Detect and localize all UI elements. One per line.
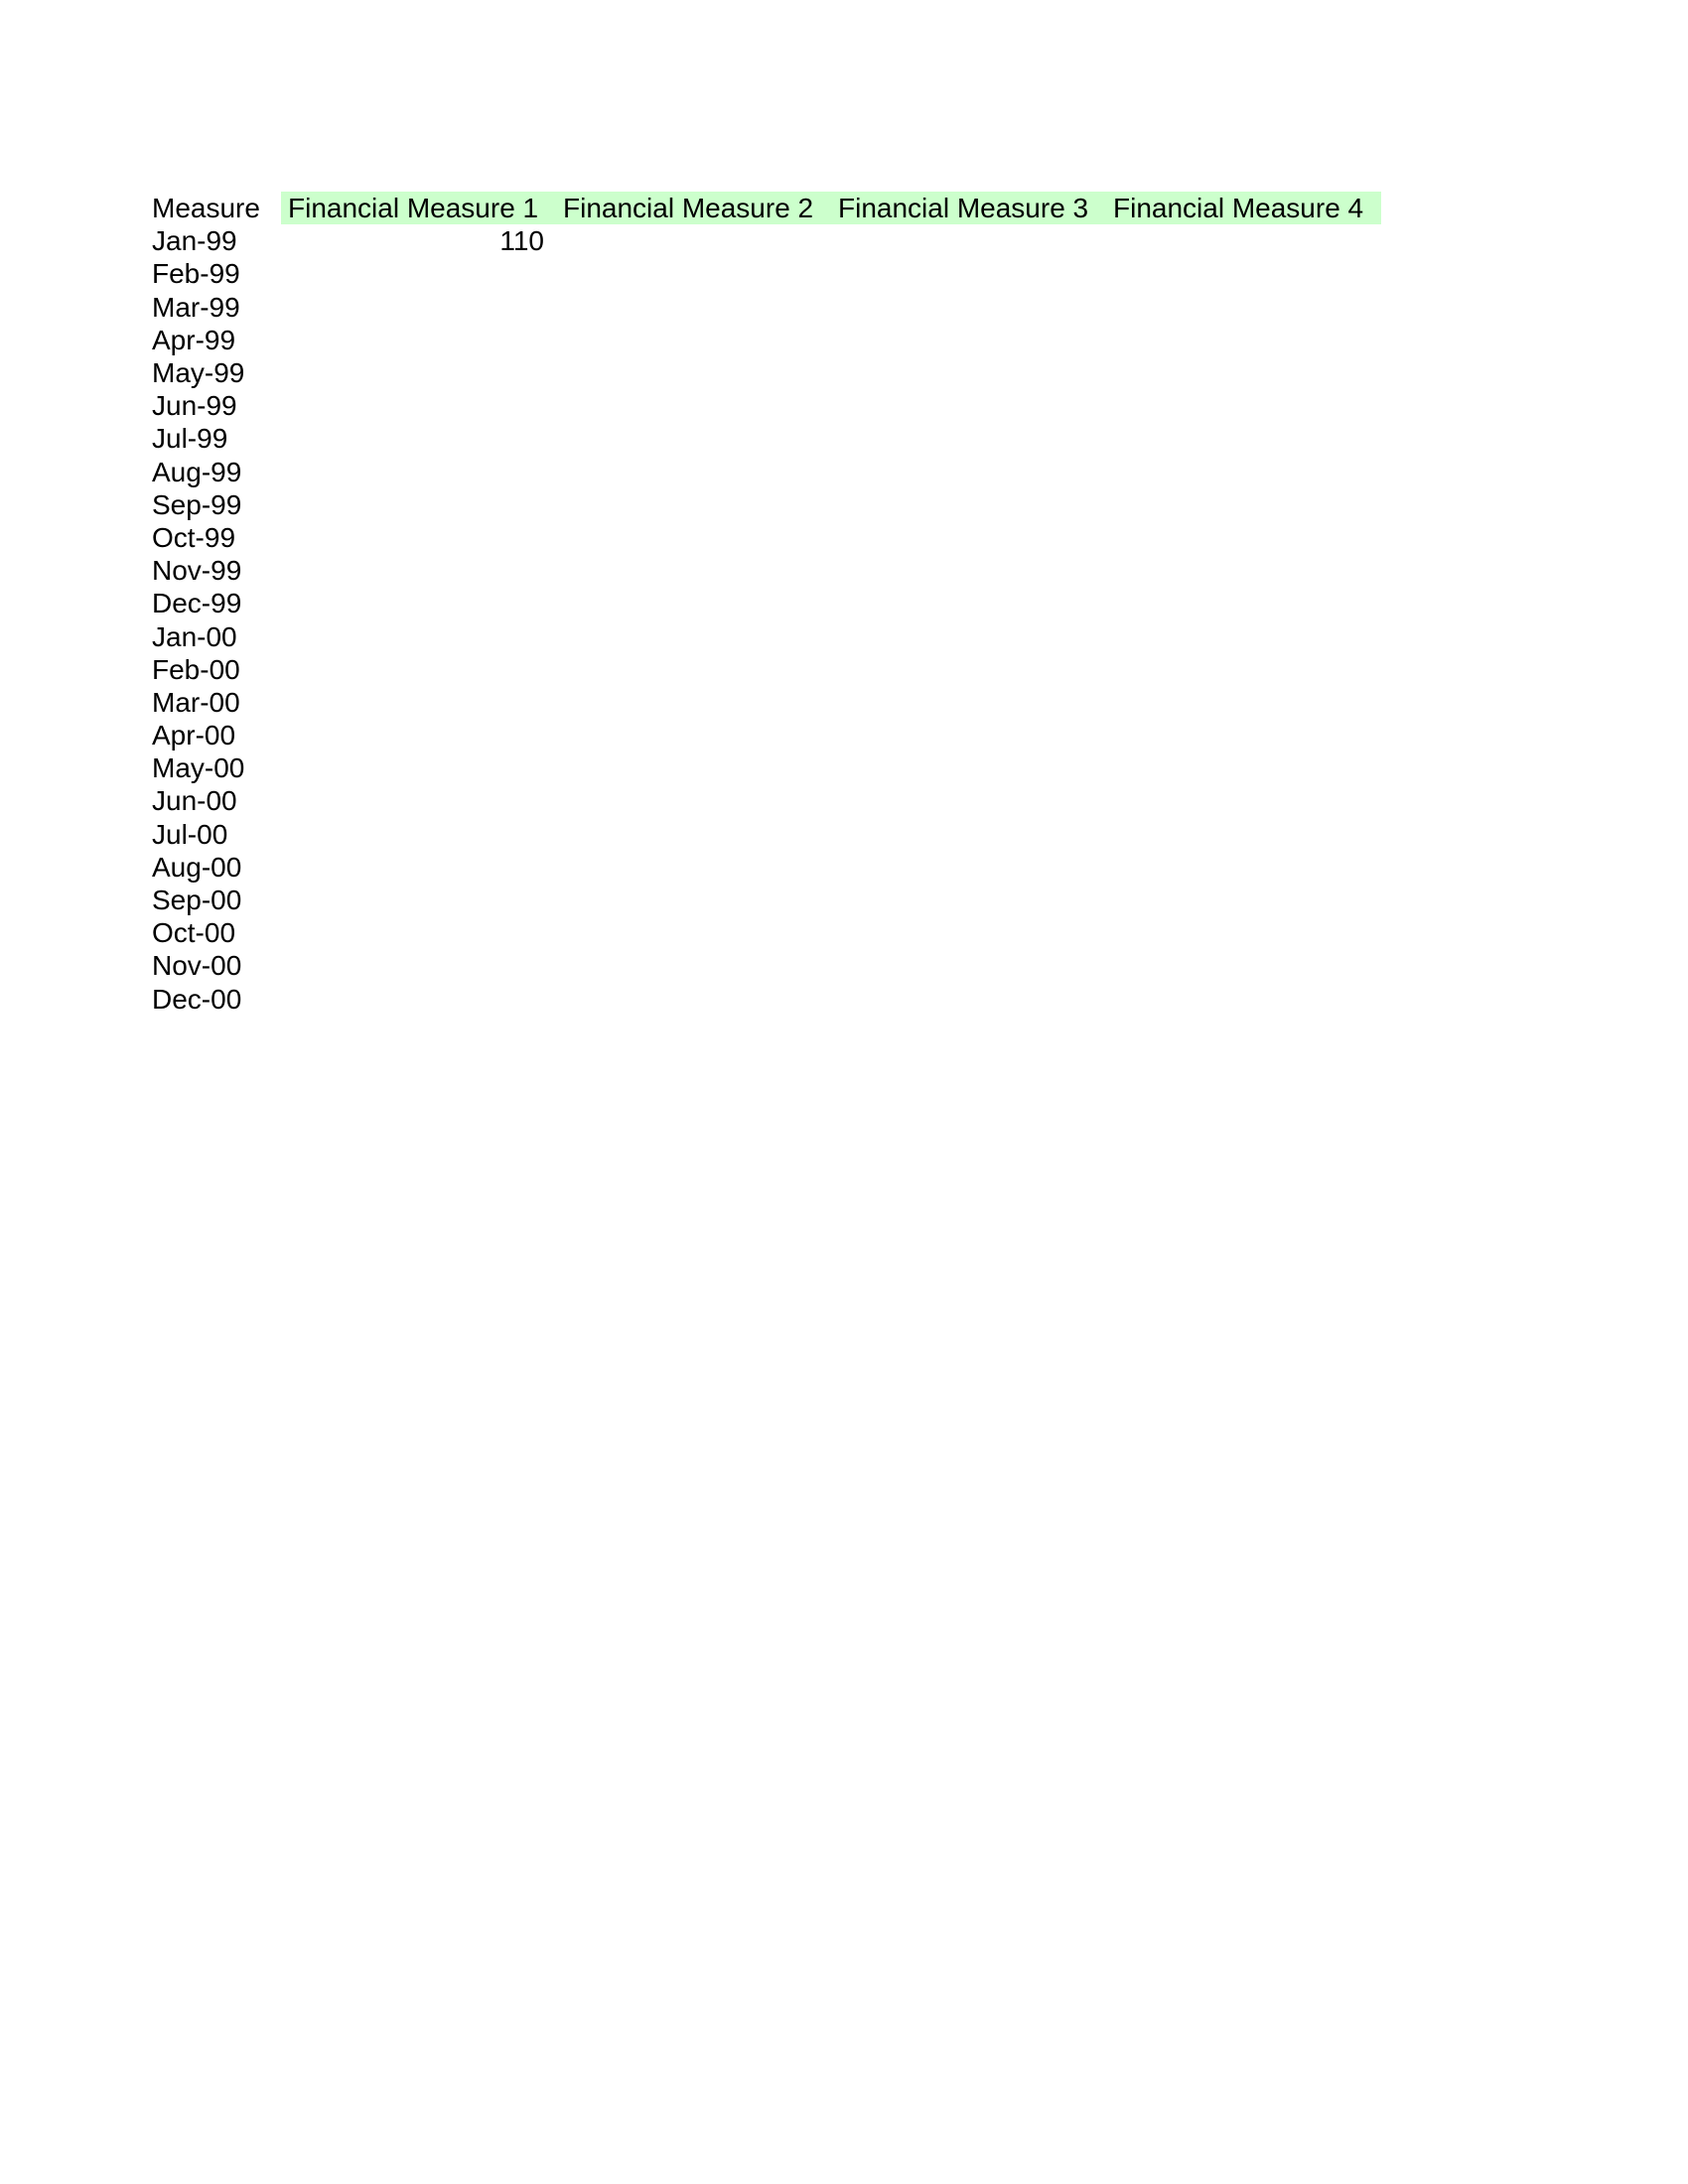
value-cell <box>831 521 1106 554</box>
value-cell <box>831 949 1106 982</box>
value-cell <box>281 521 556 554</box>
value-cell <box>1106 422 1381 455</box>
value-cell <box>556 916 831 949</box>
value-cell: 110 <box>499 225 544 257</box>
measures-table <box>152 192 1381 1016</box>
value-cell <box>281 653 556 686</box>
value-cell <box>1106 389 1381 422</box>
table-row <box>152 389 1381 422</box>
value-cell <box>1106 686 1381 719</box>
value-cell <box>1106 554 1381 587</box>
value-cell <box>831 356 1106 389</box>
value-cell <box>281 751 556 784</box>
row-label-cell: Jan-99 <box>152 225 237 257</box>
table-row <box>152 751 1381 784</box>
value-cell <box>831 818 1106 851</box>
value-cell <box>281 456 556 488</box>
value-cell <box>556 751 831 784</box>
value-cell <box>1106 851 1381 884</box>
value-cell <box>831 784 1106 817</box>
value-cell <box>556 224 831 257</box>
row-label-cell: Feb-99 <box>152 258 240 290</box>
value-cell <box>1106 521 1381 554</box>
row-label-cell: Apr-00 <box>152 720 236 751</box>
value-cell <box>831 456 1106 488</box>
table-row <box>152 521 1381 554</box>
row-label-cell: Dec-99 <box>152 588 242 619</box>
table-row <box>152 224 1381 257</box>
value-cell <box>556 653 831 686</box>
value-cell <box>281 554 556 587</box>
value-cell <box>556 818 831 851</box>
value-cell <box>1106 916 1381 949</box>
value-cell <box>831 224 1106 257</box>
value-cell <box>281 587 556 619</box>
value-cell <box>556 784 831 817</box>
row-label-cell: Aug-00 <box>152 851 242 883</box>
value-cell <box>556 488 831 521</box>
value-cell <box>281 719 556 751</box>
value-cell <box>281 619 556 652</box>
corner-header-cell: Measure <box>152 193 260 224</box>
value-cell <box>831 291 1106 324</box>
row-label-cell: Mar-99 <box>152 291 240 323</box>
row-label-cell: Aug-99 <box>152 456 242 487</box>
table-row <box>152 949 1381 982</box>
table-row <box>152 818 1381 851</box>
value-cell <box>281 884 556 916</box>
column-header-cell: Financial Measure 2 <box>556 192 831 224</box>
table-row <box>152 686 1381 719</box>
header-row <box>152 192 1381 224</box>
table-row <box>152 983 1381 1016</box>
value-cell <box>556 521 831 554</box>
value-cell <box>1106 719 1381 751</box>
value-cell <box>281 356 556 389</box>
value-cell <box>1106 949 1381 982</box>
row-label-cell: Jan-00 <box>152 620 237 652</box>
value-cell <box>831 653 1106 686</box>
value-cell <box>281 488 556 521</box>
table-row <box>152 653 1381 686</box>
value-cell <box>1106 751 1381 784</box>
value-cell <box>281 257 556 290</box>
value-cell <box>1106 291 1381 324</box>
row-label-cell: Dec-00 <box>152 983 242 1015</box>
value-cell <box>831 324 1106 356</box>
row-label-cell: Jun-99 <box>152 390 237 422</box>
table-row <box>152 719 1381 751</box>
value-cell <box>281 983 556 1016</box>
value-cell <box>831 422 1106 455</box>
value-cell <box>556 257 831 290</box>
value-cell <box>281 422 556 455</box>
table-row <box>152 257 1381 290</box>
spreadsheet-page <box>152 192 1381 1016</box>
value-cell <box>1106 356 1381 389</box>
row-label-cell: May-99 <box>152 357 245 389</box>
row-label-cell: May-00 <box>152 752 245 784</box>
value-cell <box>1106 456 1381 488</box>
value-cell <box>281 291 556 324</box>
value-cell <box>831 587 1106 619</box>
value-cell <box>556 686 831 719</box>
value-cell <box>1106 983 1381 1016</box>
value-cell <box>831 488 1106 521</box>
table-row <box>152 851 1381 884</box>
value-cell <box>281 686 556 719</box>
value-cell <box>556 619 831 652</box>
value-cell <box>1106 884 1381 916</box>
table-row <box>152 587 1381 619</box>
table-row <box>152 554 1381 587</box>
value-cell <box>831 719 1106 751</box>
value-cell <box>831 916 1106 949</box>
value-cell <box>556 356 831 389</box>
value-cell <box>281 818 556 851</box>
row-label-cell: Mar-00 <box>152 686 240 718</box>
row-label-cell: Sep-00 <box>152 885 242 916</box>
table-row <box>152 488 1381 521</box>
column-header-cell: Financial Measure 1 <box>281 192 556 224</box>
value-cell <box>1106 324 1381 356</box>
row-label-cell: Oct-00 <box>152 917 236 949</box>
value-cell <box>831 686 1106 719</box>
value-cell <box>556 554 831 587</box>
value-cell <box>1106 818 1381 851</box>
table-row <box>152 291 1381 324</box>
row-label-cell: Feb-00 <box>152 653 240 685</box>
table-row <box>152 422 1381 455</box>
table-row <box>152 884 1381 916</box>
value-cell <box>281 916 556 949</box>
value-cell <box>1106 619 1381 652</box>
table-row <box>152 356 1381 389</box>
row-label-cell: Jul-99 <box>152 423 228 455</box>
row-label-cell: Jun-00 <box>152 785 237 817</box>
value-cell <box>1106 257 1381 290</box>
value-cell <box>831 884 1106 916</box>
table-row <box>152 784 1381 817</box>
row-label-cell: Apr-99 <box>152 324 236 355</box>
value-cell <box>281 784 556 817</box>
value-cell <box>556 851 831 884</box>
value-cell <box>1106 224 1381 257</box>
value-cell <box>281 949 556 982</box>
value-cell <box>1106 784 1381 817</box>
value-cell <box>1106 587 1381 619</box>
table-row <box>152 456 1381 488</box>
value-cell <box>556 291 831 324</box>
row-label-cell: Oct-99 <box>152 521 236 553</box>
value-cell <box>281 324 556 356</box>
value-cell <box>831 751 1106 784</box>
value-cell <box>556 456 831 488</box>
column-header-cell: Financial Measure 4 <box>1106 192 1381 224</box>
column-header-cell: Financial Measure 3 <box>831 192 1106 224</box>
value-cell <box>556 324 831 356</box>
value-cell <box>556 719 831 751</box>
value-cell <box>556 983 831 1016</box>
value-cell <box>556 422 831 455</box>
value-cell <box>831 851 1106 884</box>
value-cell <box>556 389 831 422</box>
value-cell <box>556 949 831 982</box>
value-cell <box>831 257 1106 290</box>
value-cell <box>281 851 556 884</box>
value-cell <box>831 554 1106 587</box>
table-body <box>152 224 1381 1016</box>
value-cell <box>556 884 831 916</box>
value-cell <box>831 983 1106 1016</box>
value-cell <box>1106 488 1381 521</box>
row-label-cell: Sep-99 <box>152 488 242 520</box>
value-cell <box>281 389 556 422</box>
table-row <box>152 324 1381 356</box>
row-label-cell: Jul-00 <box>152 818 228 850</box>
row-label-cell: Nov-00 <box>152 950 242 982</box>
table-row <box>152 619 1381 652</box>
row-label-cell: Nov-99 <box>152 555 242 587</box>
value-cell <box>831 619 1106 652</box>
value-cell <box>556 587 831 619</box>
value-cell <box>831 389 1106 422</box>
table-row <box>152 916 1381 949</box>
value-cell <box>1106 653 1381 686</box>
